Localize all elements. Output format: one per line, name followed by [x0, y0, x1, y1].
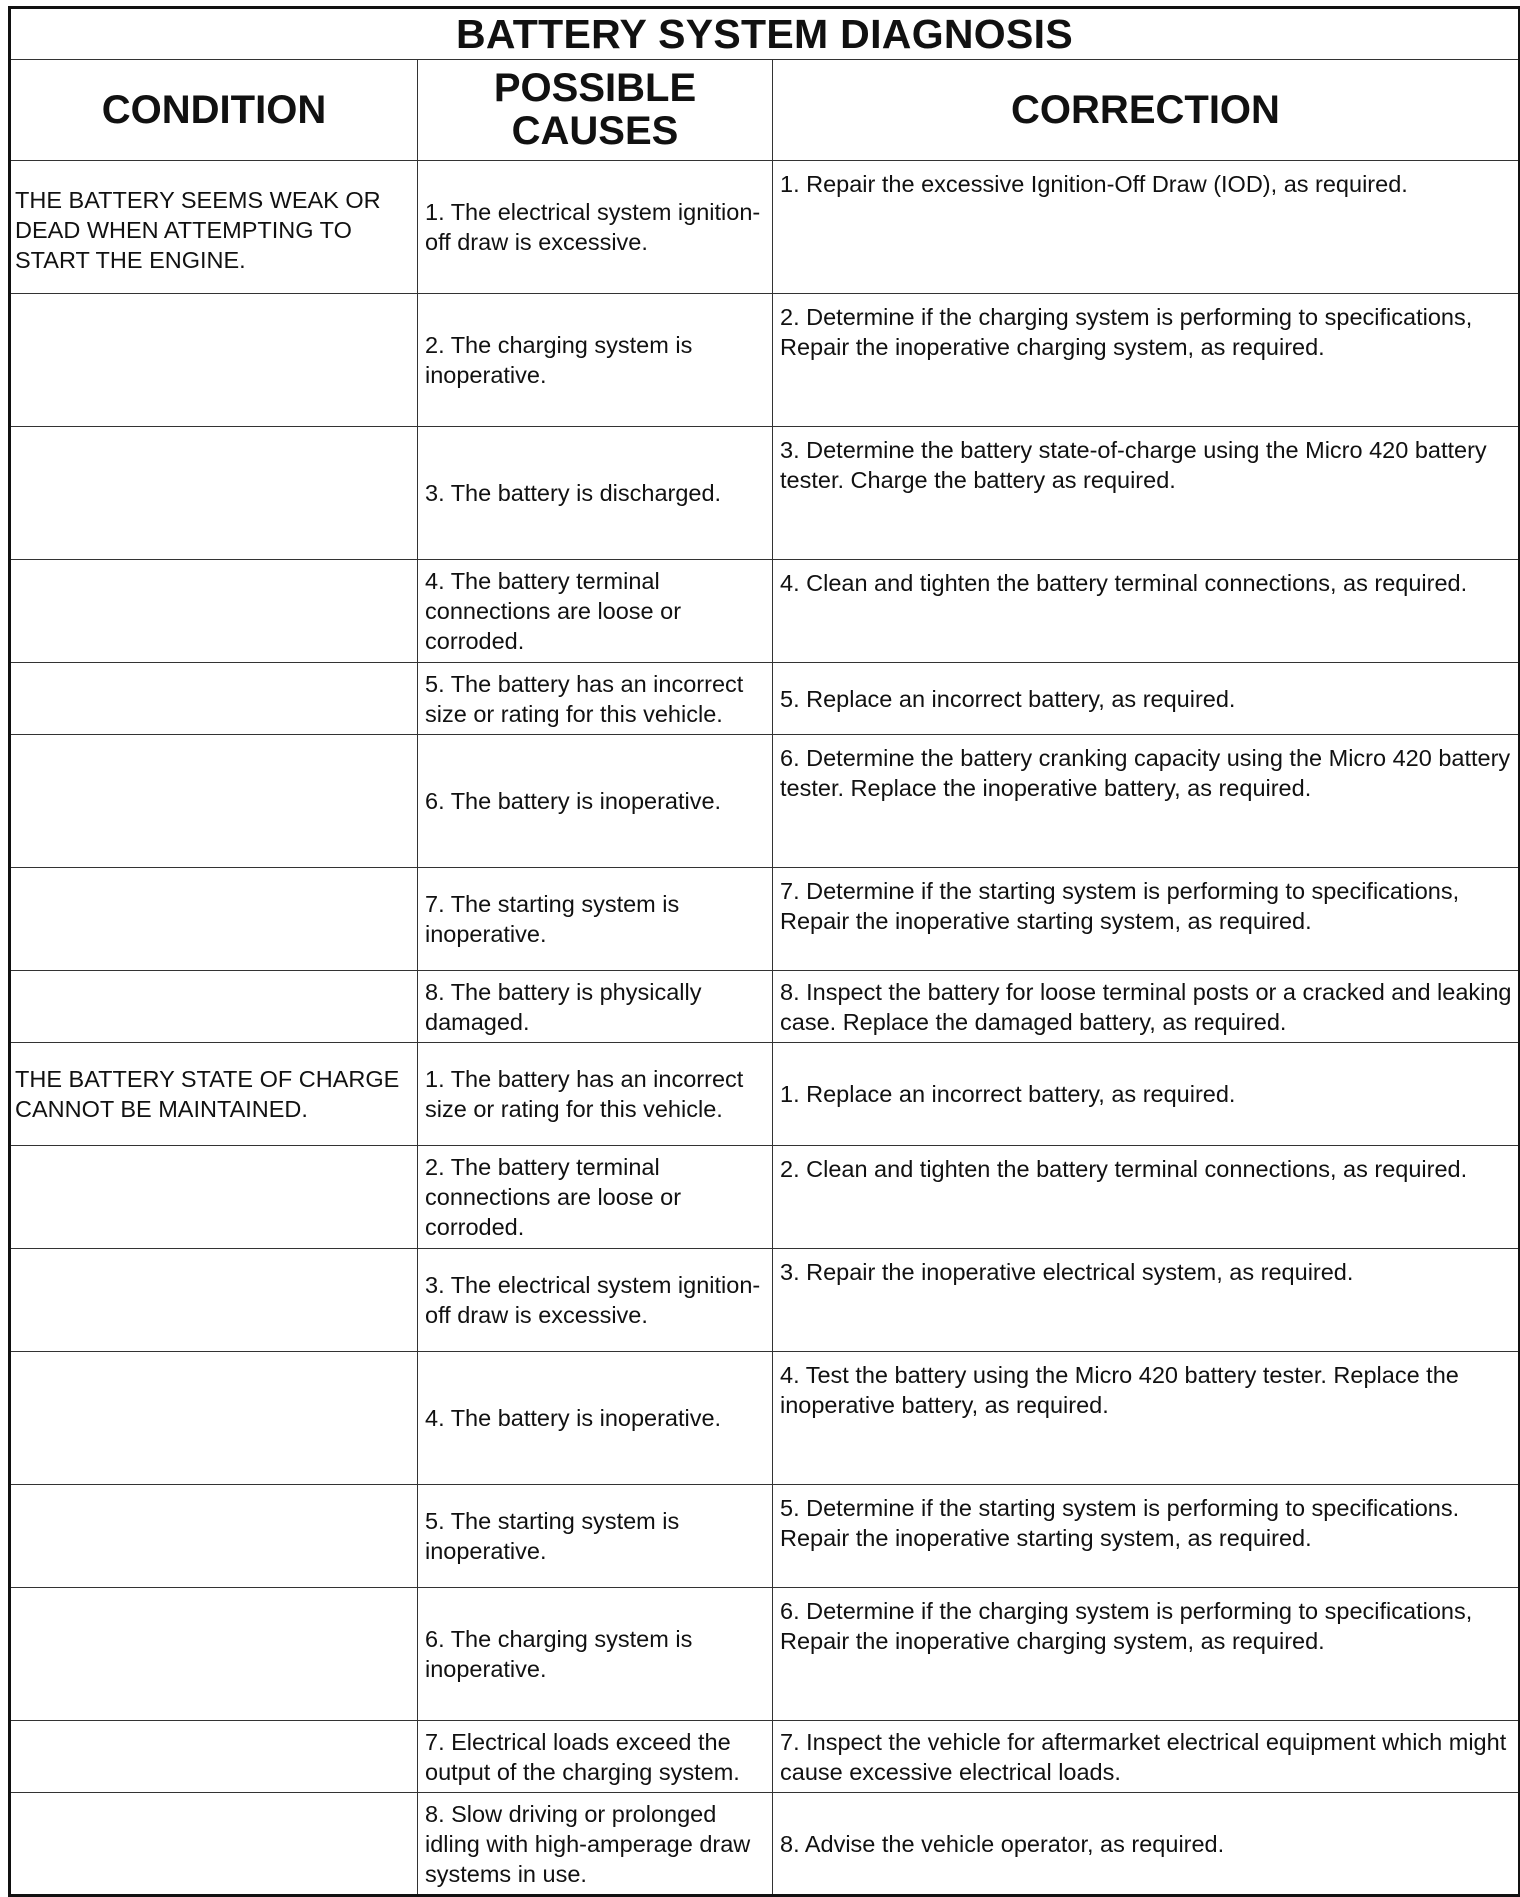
condition-cell — [10, 1146, 418, 1249]
cause-cell: 2. The charging system is inoperative. — [418, 294, 773, 427]
correction-cell: 6. Determine the battery cranking capacity using the Micro 420 battery tester. Replace the inoperative battery, as required. — [773, 735, 1520, 868]
cause-cell: 7. The starting system is inoperative. — [418, 868, 773, 971]
correction-cell: 4. Clean and tighten the battery terminal connections, as required. — [773, 560, 1520, 663]
correction-cell: 5. Replace an incorrect battery, as required. — [773, 663, 1520, 735]
title-row — [10, 8, 1520, 60]
cause-cell: 5. The battery has an incorrect size or rating for this vehicle. — [418, 663, 773, 735]
correction-cell: 2. Clean and tighten the battery terminal connections, as required. — [773, 1146, 1520, 1249]
table-row — [10, 1485, 1520, 1588]
battery-diagnosis-table — [8, 6, 1520, 1897]
condition-cell — [10, 427, 418, 560]
correction-cell: 8. Inspect the battery for loose terminal posts or a cracked and leaking case. Replace the damaged battery, as required. — [773, 971, 1520, 1043]
table-row — [10, 971, 1520, 1043]
correction-cell: 7. Determine if the starting system is performing to specifications, Repair the inoperative starting system, as required. — [773, 868, 1520, 971]
cause-cell: 3. The battery is discharged. — [418, 427, 773, 560]
table-row — [10, 161, 1520, 294]
cause-cell: 4. The battery terminal connections are loose or corroded. — [418, 560, 773, 663]
condition-cell — [10, 1352, 418, 1485]
cause-cell: 7. Electrical loads exceed the output of the charging system. — [418, 1721, 773, 1793]
header-row — [10, 60, 1520, 161]
cause-cell: 1. The battery has an incorrect size or rating for this vehicle. — [418, 1043, 773, 1146]
cause-cell: 8. The battery is physically damaged. — [418, 971, 773, 1043]
cause-cell: 8. Slow driving or prolonged idling with high-amperage draw systems in use. — [418, 1793, 773, 1896]
header-correction: CORRECTION — [773, 60, 1520, 161]
correction-cell: 7. Inspect the vehicle for aftermarket electrical equipment which might cause excessive electrical loads. — [773, 1721, 1520, 1793]
table-row — [10, 1146, 1520, 1249]
table-row — [10, 427, 1520, 560]
correction-cell: 3. Determine the battery state-of-charge using the Micro 420 battery tester. Charge the battery as required. — [773, 427, 1520, 560]
correction-cell: 1. Repair the excessive Ignition-Off Draw (IOD), as required. — [773, 161, 1520, 294]
table-row — [10, 1721, 1520, 1793]
condition-cell — [10, 560, 418, 663]
condition-cell — [10, 663, 418, 735]
condition-cell — [10, 1588, 418, 1721]
cause-cell: 5. The starting system is inoperative. — [418, 1485, 773, 1588]
table-row — [10, 294, 1520, 427]
table-row — [10, 663, 1520, 735]
correction-cell: 5. Determine if the starting system is performing to specifications. Repair the inoperative starting system, as required. — [773, 1485, 1520, 1588]
condition-cell — [10, 1793, 418, 1896]
correction-cell: 4. Test the battery using the Micro 420 battery tester. Replace the inoperative battery, as required. — [773, 1352, 1520, 1485]
condition-cell: THE BATTERY STATE OF CHARGE CANNOT BE MAINTAINED. — [10, 1043, 418, 1146]
cause-cell: 1. The electrical system ignition-off draw is excessive. — [418, 161, 773, 294]
condition-cell — [10, 294, 418, 427]
correction-cell: 1. Replace an incorrect battery, as required. — [773, 1043, 1520, 1146]
cause-cell: 6. The charging system is inoperative. — [418, 1588, 773, 1721]
cause-cell: 3. The electrical system ignition-off draw is excessive. — [418, 1249, 773, 1352]
cause-cell: 4. The battery is inoperative. — [418, 1352, 773, 1485]
table-row — [10, 1249, 1520, 1352]
condition-cell — [10, 971, 418, 1043]
correction-cell: 8. Advise the vehicle operator, as required. — [773, 1793, 1520, 1896]
cause-cell: 2. The battery terminal connections are loose or corroded. — [418, 1146, 773, 1249]
condition-cell: THE BATTERY SEEMS WEAK OR DEAD WHEN ATTEMPTING TO START THE ENGINE. — [10, 161, 418, 294]
condition-cell — [10, 1721, 418, 1793]
correction-cell: 6. Determine if the charging system is performing to specifications, Repair the inoperative charging system, as required. — [773, 1588, 1520, 1721]
table-row — [10, 1043, 1520, 1146]
table-row — [10, 560, 1520, 663]
table-row — [10, 1588, 1520, 1721]
table-row — [10, 1352, 1520, 1485]
correction-cell: 2. Determine if the charging system is performing to specifications, Repair the inoperative charging system, as required. — [773, 294, 1520, 427]
condition-cell — [10, 1249, 418, 1352]
table-row — [10, 735, 1520, 868]
cause-cell: 6. The battery is inoperative. — [418, 735, 773, 868]
header-condition: CONDITION — [10, 60, 418, 161]
table-row — [10, 1793, 1520, 1896]
condition-cell — [10, 868, 418, 971]
condition-cell — [10, 1485, 418, 1588]
condition-cell — [10, 735, 418, 868]
table-row — [10, 868, 1520, 971]
header-possible-causes: POSSIBLE CAUSES — [418, 60, 773, 161]
table-title: BATTERY SYSTEM DIAGNOSIS — [10, 8, 1520, 60]
correction-cell: 3. Repair the inoperative electrical system, as required. — [773, 1249, 1520, 1352]
